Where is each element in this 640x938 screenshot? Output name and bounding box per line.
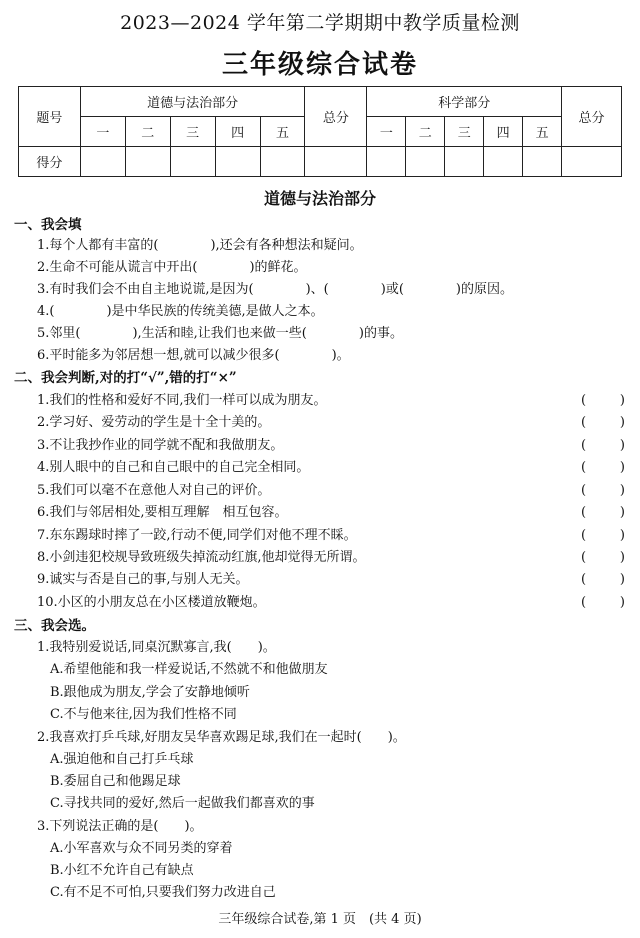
score-table	[18, 86, 622, 177]
numeral-cell: 三	[170, 117, 215, 147]
numeral-cell: 四	[215, 117, 260, 147]
answer-paren: ( )	[581, 460, 625, 475]
part1-heading: 一、我会填	[14, 217, 82, 233]
score-label: 得分	[19, 147, 81, 177]
answer-paren: ( )	[581, 393, 625, 408]
judge-question: 1.我们的性格和爱好不同,我们一样可以成为朋友。	[37, 393, 327, 408]
part3-heading: 三、我会选。	[14, 618, 95, 634]
fill-question: 4.( )是中华民族的传统美德,是做人之本。	[37, 304, 324, 319]
score-cell	[170, 147, 215, 177]
answer-paren: ( )	[581, 528, 625, 543]
choice-option: B.委屈自己和他踢足球	[50, 774, 181, 789]
numeral-cell: 三	[445, 117, 484, 147]
numeral-cell: 一	[367, 117, 406, 147]
exam-title-line2: 三年级综合试卷	[221, 50, 418, 80]
score-cell	[484, 147, 523, 177]
score-cell	[260, 147, 305, 177]
fill-question: 1.每个人都有丰富的( ),还会有各种想法和疑问。	[37, 238, 363, 253]
item-number-label: 题号	[19, 87, 81, 147]
score-cell	[445, 147, 484, 177]
choice-option: C.有不足不可怕,只要我们努力改进自己	[50, 885, 276, 900]
fill-question: 5.邻里( ),生活和睦,让我们也来做一些( )的事。	[37, 326, 403, 341]
choice-question: 2.我喜欢打乒乓球,好朋友吴华喜欢踢足球,我们在一起时( )。	[37, 730, 406, 745]
judge-question: 2.学习好、爱劳动的学生是十全十美的。	[37, 415, 271, 430]
fill-question: 6.平时能多为邻居想一想,就可以减少很多( )。	[37, 348, 350, 363]
choice-option: C.寻找共同的爱好,然后一起做我们都喜欢的事	[50, 796, 315, 811]
science-part-header: 科学部分	[367, 87, 562, 117]
judge-question: 3.不让我抄作业的同学就不配和我做朋友。	[37, 438, 284, 453]
numeral-cell: 五	[260, 117, 305, 147]
score-cell	[562, 147, 622, 177]
choice-option: A.小军喜欢与众不同另类的穿着	[50, 841, 233, 856]
judge-question: 8.小剑违犯校规导致班级失掉流动红旗,他却觉得无所谓。	[37, 550, 366, 565]
answer-paren: ( )	[581, 483, 625, 498]
judge-question: 10.小区的小朋友总在小区楼道放鞭炮。	[37, 595, 266, 610]
choice-option: B.跟他成为朋友,学会了安静地倾听	[50, 685, 250, 700]
page-footer: 三年级综合试卷,第 1 页 (共 4 页)	[218, 912, 422, 927]
fill-question: 2.生命不可能从谎言中开出( )的鲜花。	[37, 260, 307, 275]
numeral-cell: 二	[406, 117, 445, 147]
exam-title-line1: 2023—2024 学年第二学期期中教学质量检测	[120, 12, 520, 34]
section-title: 道德与法治部分	[263, 189, 376, 208]
choice-question: 1.我特别爱说话,同桌沉默寡言,我( )。	[37, 640, 276, 655]
choice-option: A.强迫他和自己打乒乓球	[50, 752, 194, 767]
answer-paren: ( )	[581, 438, 625, 453]
answer-paren: ( )	[581, 595, 625, 610]
score-cell	[215, 147, 260, 177]
numeral-cell: 一	[80, 117, 125, 147]
numeral-cell: 五	[523, 117, 562, 147]
score-cell	[80, 147, 125, 177]
score-cell	[406, 147, 445, 177]
fill-question: 3.有时我们会不由自主地说谎,是因为( )、( )或( )的原因。	[37, 282, 513, 297]
numeral-cell: 四	[484, 117, 523, 147]
score-cell	[367, 147, 406, 177]
answer-paren: ( )	[581, 415, 625, 430]
judge-question: 4.别人眼中的自己和自己眼中的自己完全相同。	[37, 460, 310, 475]
judge-question: 9.诚实与否是自己的事,与别人无关。	[37, 572, 249, 587]
numeral-cell: 二	[125, 117, 170, 147]
score-cell	[305, 147, 367, 177]
answer-paren: ( )	[581, 572, 625, 587]
choice-option: C.不与他来往,因为我们性格不同	[50, 707, 237, 722]
judge-question: 5.我们可以毫不在意他人对自己的评价。	[37, 483, 271, 498]
answer-paren: ( )	[581, 505, 625, 520]
judge-question: 7.东东踢球时摔了一跤,行动不便,同学们对他不理不睬。	[37, 528, 357, 543]
moral-total-header: 总分	[305, 87, 367, 147]
answer-paren: ( )	[581, 550, 625, 565]
part2-heading: 二、我会判断,对的打“√”,错的打“×”	[14, 370, 237, 386]
choice-option: B.小红不允许自己有缺点	[50, 863, 194, 878]
choice-question: 3.下列说法正确的是( )。	[37, 819, 203, 834]
judge-question: 6.我们与邻居相处,要相互理解 相互包容。	[37, 505, 288, 520]
score-cell	[523, 147, 562, 177]
science-total-header: 总分	[562, 87, 622, 147]
choice-option: A.希望他能和我一样爱说话,不然就不和他做朋友	[50, 662, 328, 677]
moral-part-header: 道德与法治部分	[80, 87, 305, 117]
score-cell	[125, 147, 170, 177]
